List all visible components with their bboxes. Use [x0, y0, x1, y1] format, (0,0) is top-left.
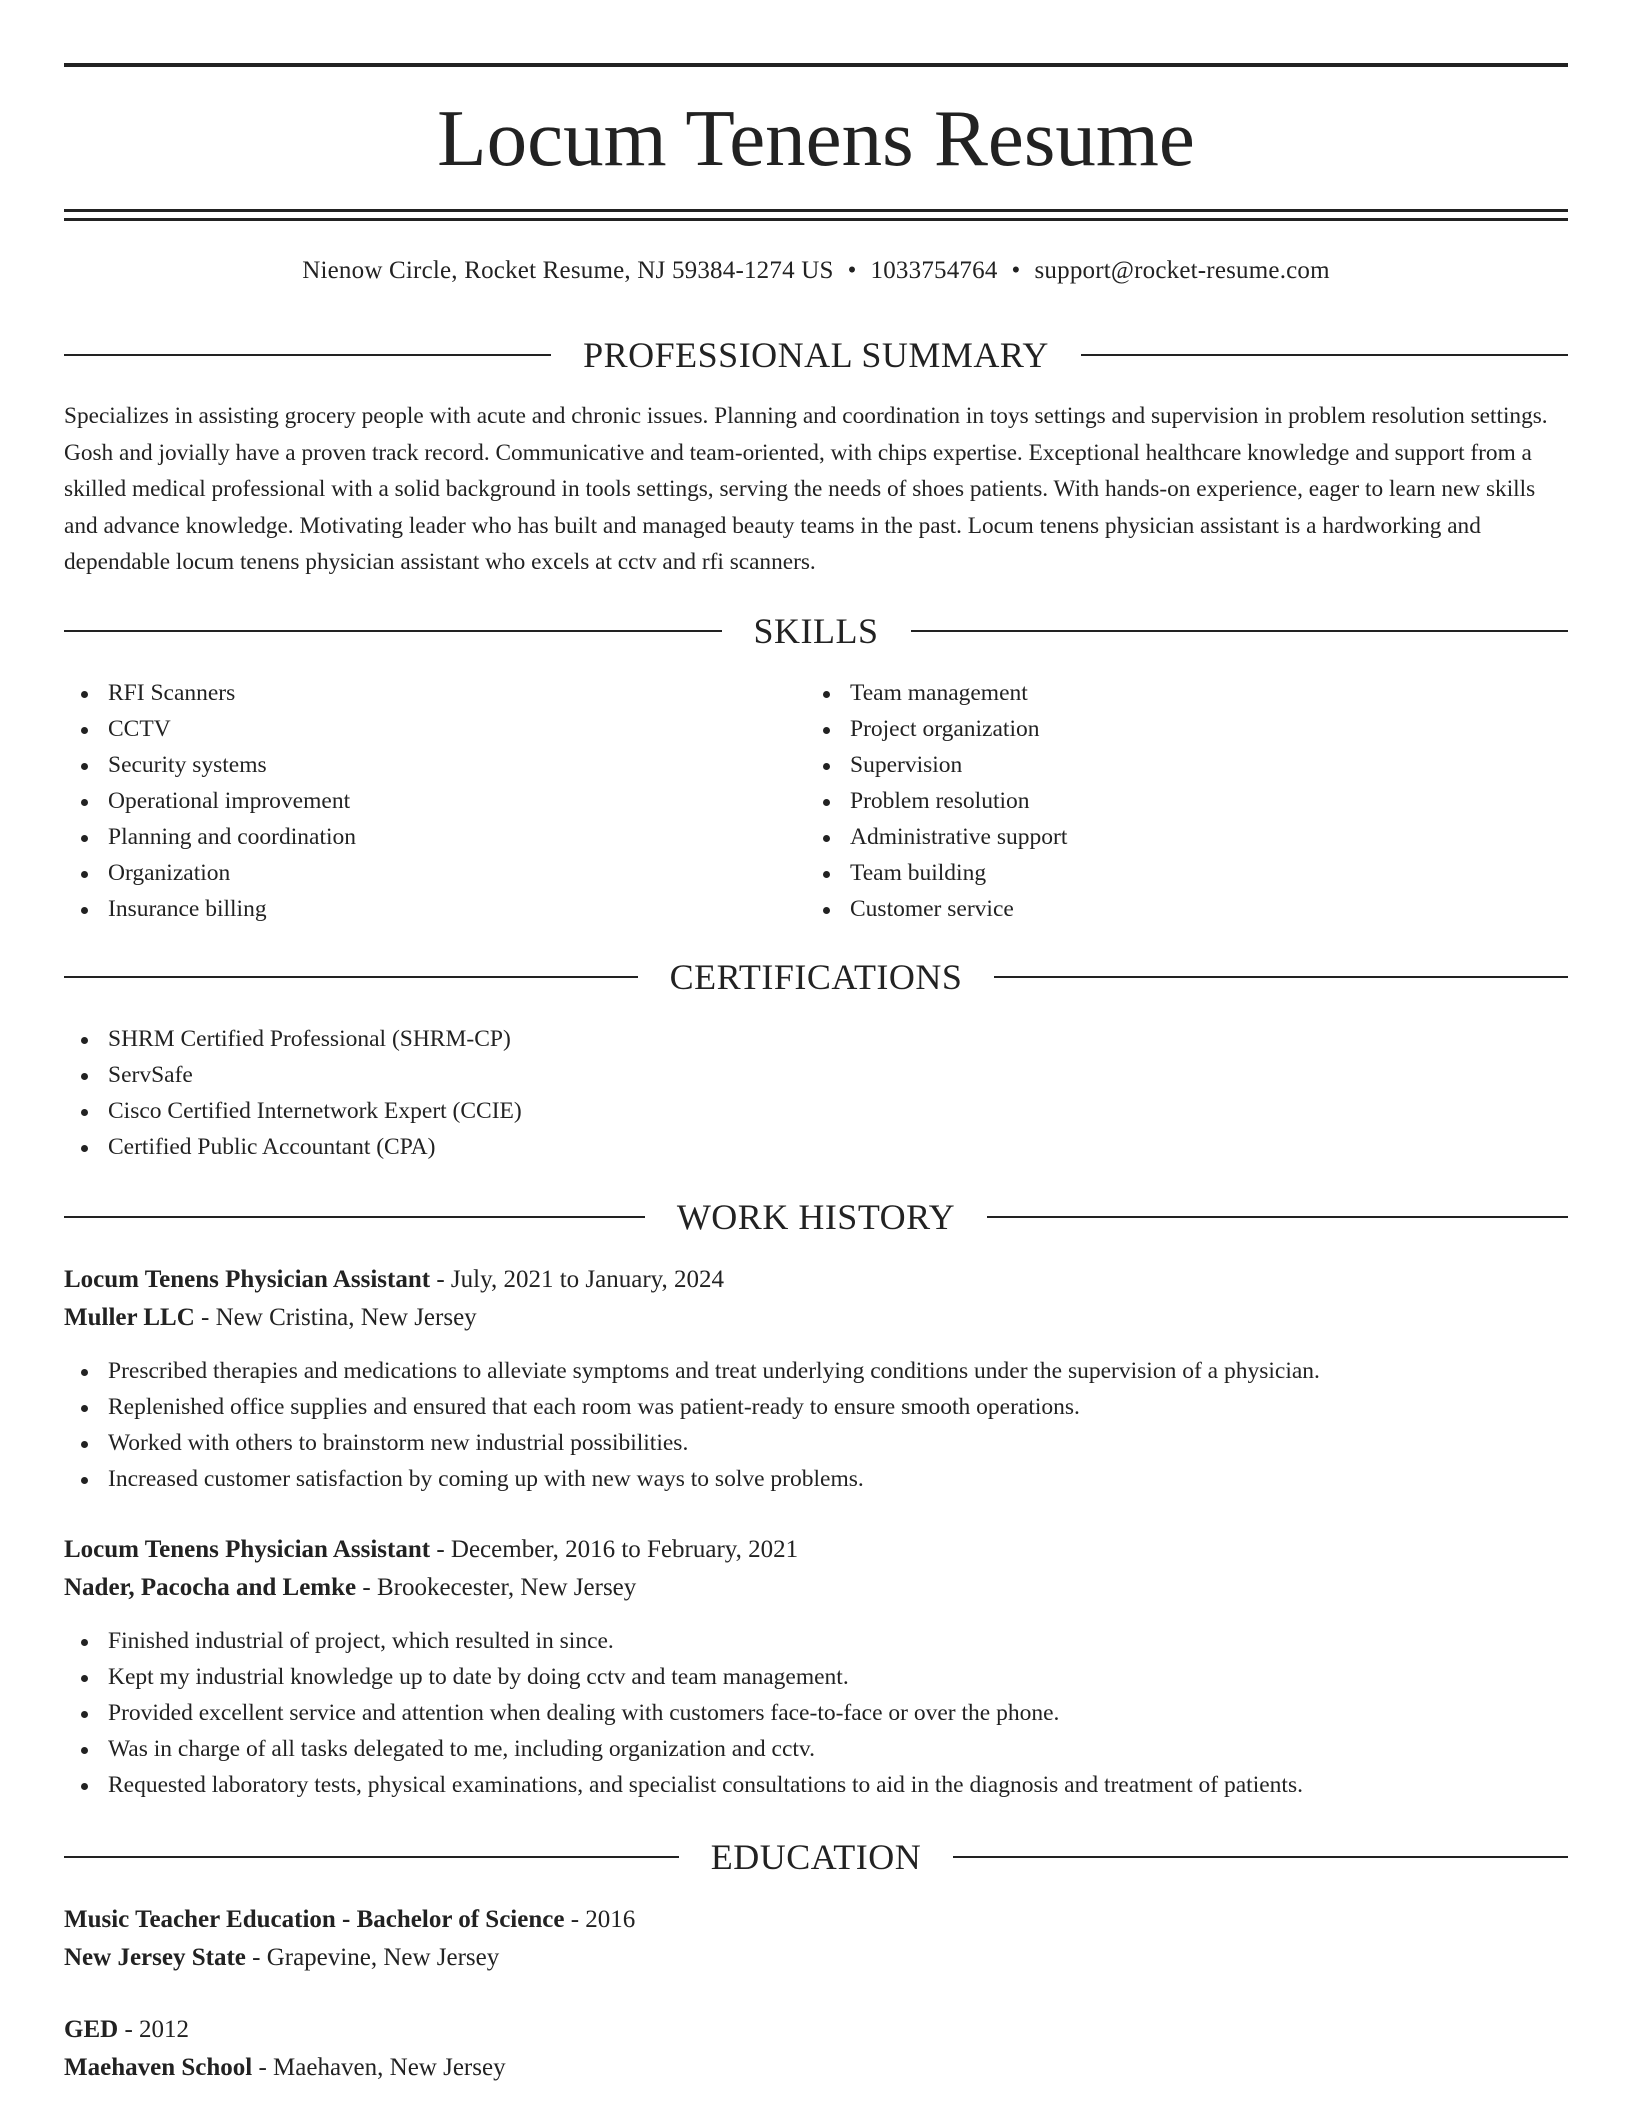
- skill-item: Security systems: [64, 747, 764, 783]
- heading-rule: [64, 1216, 645, 1218]
- job-bullet: Prescribed therapies and medications to alleviate symptoms and treat underlying conditions under the supervision of a physician.: [64, 1353, 1568, 1389]
- education-entry: [64, 2011, 1568, 2087]
- job-location: - New Cristina, New Jersey: [194, 1304, 477, 1331]
- skill-item: Customer service: [806, 891, 1506, 927]
- contact-line: [64, 253, 1568, 289]
- contact-email: support@rocket-resume.com: [1034, 257, 1330, 284]
- certification-item: Certified Public Accountant (CPA): [64, 1129, 1568, 1165]
- education-heading: [64, 1833, 1568, 1881]
- job-company: Nader, Pacocha and Lemke: [64, 1574, 357, 1601]
- job-entry: [64, 1531, 1568, 1803]
- skill-item: Problem resolution: [806, 783, 1506, 819]
- certifications-heading: [64, 953, 1568, 1001]
- certification-item: SHRM Certified Professional (SHRM-CP): [64, 1021, 1568, 1057]
- skill-item: Team management: [806, 675, 1506, 711]
- section-title: SKILLS: [753, 611, 879, 651]
- contact-address: Nienow Circle, Rocket Resume, NJ 59384-1274 US: [302, 257, 834, 284]
- job-bullet: Replenished office supplies and ensured that each room was patient-ready to ensure smooth operations.: [64, 1389, 1568, 1425]
- heading-rule: [64, 630, 722, 632]
- section-title: CERTIFICATIONS: [669, 957, 963, 997]
- job-title: Locum Tenens Physician Assistant: [64, 1536, 431, 1563]
- job-company-line: [64, 1299, 1568, 1337]
- job-dates: - July, 2021 to January, 2024: [430, 1266, 725, 1293]
- skill-item: Supervision: [806, 747, 1506, 783]
- skill-item: CCTV: [64, 711, 764, 747]
- job-title: Locum Tenens Physician Assistant: [64, 1266, 431, 1293]
- job-bullets: [64, 1623, 1568, 1803]
- summary-heading: [64, 331, 1568, 379]
- resume-title: Locum Tenens Resume: [437, 93, 1195, 183]
- job-bullet: Increased customer satisfaction by coming up with new ways to solve problems.: [64, 1461, 1568, 1497]
- skill-item: Operational improvement: [64, 783, 764, 819]
- double-rule: [64, 209, 1568, 221]
- education-year: - 2016: [564, 1906, 636, 1933]
- heading-rule: [64, 354, 551, 356]
- contact-separator: •: [1011, 257, 1021, 284]
- job-bullet: Requested laboratory tests, physical examinations, and specialist consultations to aid in the diagnosis and treatment of patients.: [64, 1767, 1568, 1803]
- education-school-line: [64, 2049, 1568, 2087]
- section-title: EDUCATION: [710, 1837, 922, 1877]
- certification-item: ServSafe: [64, 1057, 1568, 1093]
- job-bullet: Worked with others to brainstorm new industrial possibilities.: [64, 1425, 1568, 1461]
- heading-rule: [1081, 354, 1568, 356]
- work-history-heading: [64, 1193, 1568, 1241]
- heading-rule: [64, 976, 638, 978]
- top-rule: [64, 63, 1568, 67]
- education-school-line: [64, 1939, 1568, 1977]
- section-title: WORK HISTORY: [676, 1197, 956, 1237]
- job-title-line: [64, 1531, 1568, 1569]
- heading-rule: [64, 1856, 679, 1858]
- job-bullet: Finished industrial of project, which resulted in since.: [64, 1623, 1568, 1659]
- contact-phone: 1033754764: [870, 257, 998, 284]
- skill-item: Project organization: [806, 711, 1506, 747]
- education-degree-line: [64, 1901, 1568, 1939]
- education-school: New Jersey State: [64, 1944, 246, 1971]
- education-degree: Music Teacher Education - Bachelor of Science: [64, 1906, 565, 1933]
- contact-separator: •: [847, 257, 857, 284]
- job-company-line: [64, 1569, 1568, 1607]
- skills-list-left: [64, 675, 764, 927]
- job-location: - Brookecester, New Jersey: [356, 1574, 637, 1601]
- education-entry: [64, 1901, 1568, 1977]
- skill-item: Organization: [64, 855, 764, 891]
- skills-heading: [64, 607, 1568, 655]
- heading-rule: [994, 976, 1568, 978]
- job-bullet: Provided excellent service and attention when dealing with customers face-to-face or over the phone.: [64, 1695, 1568, 1731]
- heading-rule: [911, 630, 1569, 632]
- skill-item: Administrative support: [806, 819, 1506, 855]
- job-entry: [64, 1261, 1568, 1497]
- education-location: - Maehaven, New Jersey: [252, 2054, 506, 2081]
- education-degree-line: [64, 2011, 1568, 2049]
- heading-rule: [987, 1216, 1568, 1218]
- job-company: Muller LLC: [64, 1304, 195, 1331]
- skills-list-right: [806, 675, 1506, 927]
- skill-item: Insurance billing: [64, 891, 764, 927]
- education-school: Maehaven School: [64, 2054, 253, 2081]
- job-bullet: Was in charge of all tasks delegated to me, including organization and cctv.: [64, 1731, 1568, 1767]
- heading-rule: [953, 1856, 1568, 1858]
- job-title-line: [64, 1261, 1568, 1299]
- certifications-list: [64, 1021, 1568, 1165]
- education-location: - Grapevine, New Jersey: [245, 1944, 500, 1971]
- certification-item: Cisco Certified Internetwork Expert (CCIE): [64, 1093, 1568, 1129]
- job-bullets: [64, 1353, 1568, 1497]
- summary-text: Specializes in assisting grocery people with acute and chronic issues. Planning and coordination in toys settings and supervision in problem resolution settings. Gosh and jovially have a proven track record. Communicative and team-oriented, with chips expertise. Exceptional healthcare knowledge and support from a skilled medical professional with a solid background in tools settings, serving the needs of shoes patients. With hands-on experience, eager to learn new skills and advance knowledge. Motivating leader who has built and managed beauty teams in the past. Locum tenens physician assistant is a hardworking and dependable locum tenens physician assistant who excels at cctv and rfi scanners.: [64, 403, 1548, 575]
- job-dates: - December, 2016 to February, 2021: [430, 1536, 799, 1563]
- job-bullet: Kept my industrial knowledge up to date by doing cctv and team management.: [64, 1659, 1568, 1695]
- skill-item: Team building: [806, 855, 1506, 891]
- skill-item: RFI Scanners: [64, 675, 764, 711]
- section-title: PROFESSIONAL SUMMARY: [583, 335, 1049, 375]
- education-degree: GED: [64, 2016, 119, 2043]
- education-year: - 2012: [118, 2016, 190, 2043]
- skill-item: Planning and coordination: [64, 819, 764, 855]
